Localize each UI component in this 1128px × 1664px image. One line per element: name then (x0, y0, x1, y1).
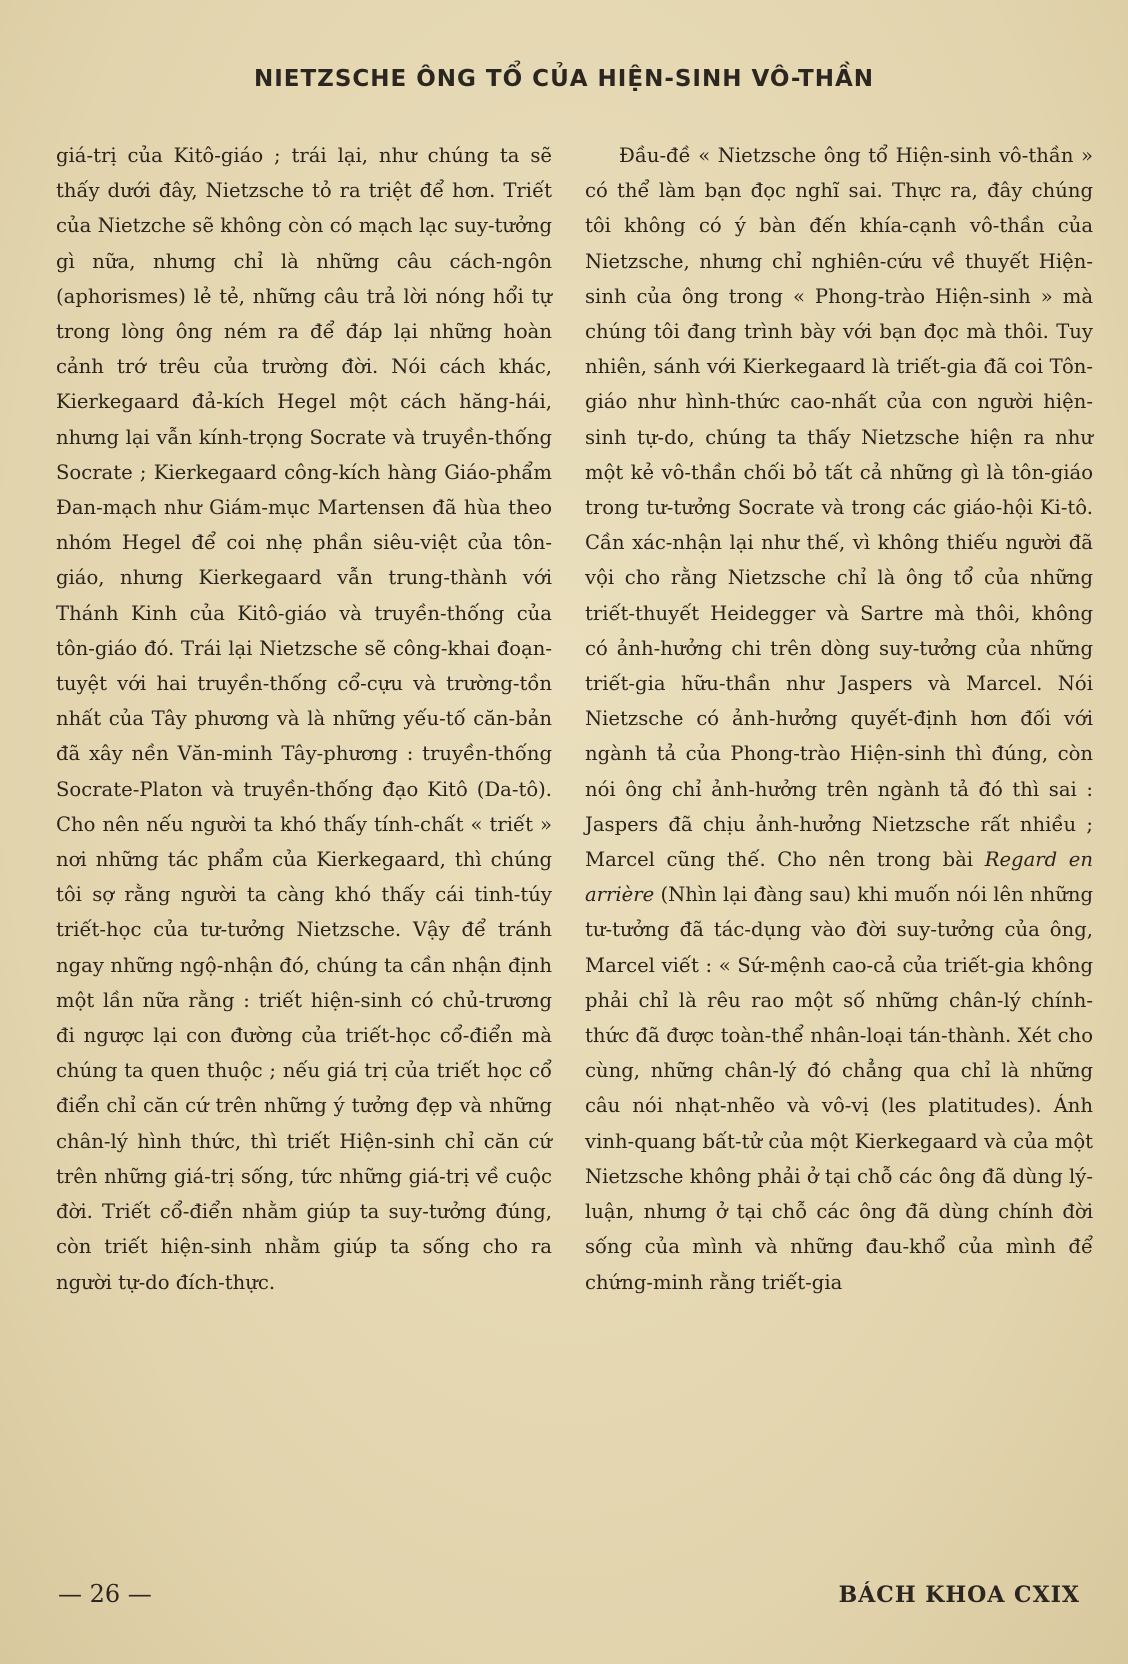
left-column (56, 138, 552, 1300)
right-column (585, 138, 1093, 1300)
journal-issue: BÁCH KHOA CXIX (838, 1582, 1080, 1608)
left-column-paragraph: giá-trị của Kitô-giáo ; trái lại, như chúng ta sẽ thấy dưới đây, Nietzsche tỏ ra triệt để hơn. Triết của Nietzche sẽ không còn có mạch lạc suy-tưởng gì nữa, nhưng chỉ là những câu cách-ngôn (aphorismes) lẻ tẻ, những câu trả lời nóng hổi tự trong lòng ông ném ra để đáp lại những hoàn cảnh trớ trêu của trường đời. Nói cách khác, Kierkegaard đả-kích Hegel một cách hăng-hái, nhưng lại vẫn kính-trọng Socrate và truyền-thống Socrate ; Kierkegaard công-kích hàng Giáo-phẩm Đan-mạch như Giám-mục Martensen đã hùa theo nhóm Hegel để coi nhẹ phần siêu-việt của tôn-giáo, nhưng Kierkegaard vẫn trung-thành với Thánh Kinh của Kitô-giáo và truyền-thống của tôn-giáo đó. Trái lại Nietzsche sẽ công-khai đoạn-tuyệt với hai truyền-thống cổ-cựu và trường-tồn nhất của Tây phương và là những yếu-tố căn-bản đã xây nền Văn-minh Tây-phương : truyền-thống Socrate-Platon và truyền-thống đạo Kitô (Da-tô). Cho nên nếu người ta khó thấy tính-chất « triết » nơi những tác phẩm của Kierkegaard, thì chúng tôi sợ rằng người ta càng khó thấy cái tinh-túy triết-học của tư-tưởng Nietzsche. Vậy để tránh ngay những ngộ-nhận đó, chúng ta cần nhận định một lần nữa rằng : triết hiện-sinh có chủ-trương đi ngược lại con đường của triết-học cổ-điển mà chúng ta quen thuộc ; nếu giá trị của triết học cổ điển chỉ căn cứ trên những ý tưởng đẹp và những chân-lý hình thức, thì triết Hiện-sinh chỉ căn cứ trên những giá-trị sống, tức những giá-trị về cuộc đời. Triết cổ-điển nhằm giúp ta suy-tưởng đúng, còn triết hiện-sinh nhằm giúp ta sống cho ra người tự-do đích-thực. (56, 144, 552, 1294)
page-number: — 26 — (58, 1580, 152, 1608)
running-title: NIETZSCHE ÔNG TỔ CỦA HIỆN-SINH VÔ-THẦN (253, 66, 875, 92)
paragraph-text-before-title: Đầu-đề « Nietzsche ông tổ Hiện-sinh vô-thần » có thể làm bạn đọc nghĩ sai. Thực ra, đây chúng tôi không có ý bàn đến khía-cạnh vô-thần của Nietzsche, nhưng chỉ nghiên-cứu về thuyết Hiện-sinh của ông trong « Phong-trào Hiện-sinh » mà chúng tôi đang trình bày với bạn đọc mà thôi. Tuy nhiên, sánh với Kierkegaard là triết-gia đã coi Tôn-giáo như hình-thức cao-nhất của con người hiện-sinh tự-do, chúng ta thấy Nietzsche hiện ra như một kẻ vô-thần chối bỏ tất cả những gì là tôn-giáo trong tư-tưởng Socrate và trong các giáo-hội Ki-tô. Cần xác-nhận lại như thế, vì không thiếu người đã vội cho rằng Nietzsche chỉ là ông tổ của những triết-thuyết Heidegger và Sartre mà thôi, không có ảnh-hưởng chi trên dòng suy-tưởng của những triết-gia hữu-thần như Jaspers và Marcel. Nói Nietzsche có ảnh-hưởng quyết-định hơn đối với ngành tả của Phong-trào Hiện-sinh thì đúng, còn nói ông chỉ ảnh-hưởng trên ngành tả đó thì sai : Jaspers đã chịu ảnh-hưởng Nietzsche rất nhiều ; Marcel cũng thế. Cho nên trong bài (585, 144, 1093, 872)
italic-work-title: Regard en arrière (585, 848, 1093, 907)
right-column-paragraph (585, 138, 1093, 1300)
paragraph-text-after-title: (Nhìn lại đàng sau) khi muốn nói lên những tư-tưởng đã tác-dụng vào đời suy-tưởng của ông, Marcel viết : « Sứ-mệnh cao-cả của triết-gia không phải chỉ là rêu rao một số những chân-lý chính-thức đã được toàn-thể nhân-loại tán-thành. Xét cho cùng, những chân-lý đó chẳng qua chỉ là những câu nói nhạt-nhẽo và vô-vị (les platitudes). Ánh vinh-quang bất-tử của một Kierkegaard và của một Nietzsche không phải ở tại chỗ các ông đã dùng lý-luận, nhưng ở tại chỗ các ông đã dùng chính đời sống của mình và những đau-khổ của mình để chứng-minh rằng triết-gia (585, 883, 1093, 1294)
